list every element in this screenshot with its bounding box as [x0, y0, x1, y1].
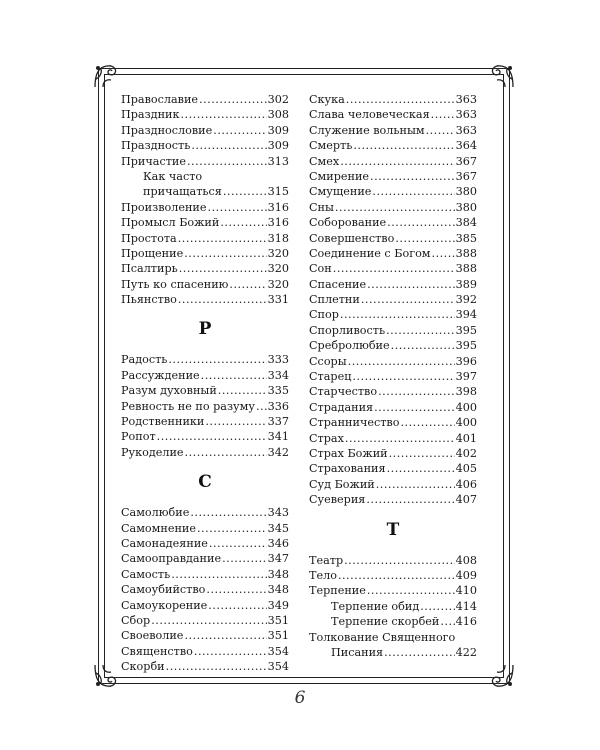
- toc-entry-title: Пьянство: [121, 293, 177, 307]
- toc-section-p: [121, 92, 289, 307]
- toc-entry-page: 367: [455, 154, 477, 168]
- section-letter-r: Р: [198, 319, 212, 340]
- toc-entry[interactable]: [121, 521, 289, 536]
- toc-entry-title: Соединение с Богом: [309, 246, 431, 260]
- toc-entry-title: Спор: [309, 308, 339, 322]
- toc-entry-title: Родственники: [121, 415, 205, 429]
- toc-entry[interactable]: [121, 292, 289, 307]
- toc-entry-title: Ревность не по разуму: [121, 399, 255, 413]
- toc-entry-page: 345: [267, 521, 289, 535]
- section-letter-s: С: [198, 472, 212, 493]
- section-letter-t: Т: [386, 519, 400, 540]
- toc-entry-page: 316: [267, 200, 289, 214]
- toc-entry[interactable]: [309, 169, 477, 184]
- toc-entry-title: Произволение: [121, 200, 207, 214]
- toc-entry-page: 363: [455, 108, 477, 122]
- toc-entry-title: Своеволие: [121, 629, 184, 643]
- toc-entry-title: Толкование Священного: [309, 630, 456, 644]
- toc-right-column: [309, 92, 477, 660]
- toc-entry[interactable]: [309, 123, 477, 138]
- toc-entry-title: Сны: [309, 200, 334, 214]
- toc-entry[interactable]: [309, 154, 477, 169]
- toc-subentry[interactable]: [309, 645, 477, 660]
- toc-entry-title: Самооправдание: [121, 552, 222, 566]
- toc-entry[interactable]: [121, 598, 289, 613]
- toc-entry-page: 407: [455, 493, 477, 507]
- toc-entry[interactable]: [121, 505, 289, 520]
- toc-entry-page: 416: [455, 615, 477, 629]
- toc-entry-title: Самоукорение: [121, 598, 208, 612]
- toc-entry[interactable]: [121, 277, 289, 292]
- toc-entry[interactable]: [121, 414, 289, 429]
- toc-entry-title: Старец: [309, 370, 352, 384]
- toc-entry-title: Праздник: [121, 108, 180, 122]
- toc-entry-title: Прощение: [121, 246, 184, 260]
- toc-entry-title: Смех: [309, 154, 340, 168]
- toc-entry-title: причащаться: [143, 185, 222, 199]
- corner-ornament-icon: [489, 663, 515, 689]
- toc-entry[interactable]: [309, 292, 477, 307]
- toc-entry-page: 315: [267, 185, 289, 199]
- toc-entry-title: Терпение скорбей: [331, 615, 440, 629]
- toc-entry-page: 334: [267, 368, 289, 382]
- toc-subentry[interactable]: [121, 169, 289, 184]
- toc-entry[interactable]: [121, 352, 289, 367]
- toc-subentry[interactable]: [121, 184, 289, 199]
- toc-entry[interactable]: [121, 107, 289, 122]
- toc-entry[interactable]: [121, 123, 289, 138]
- toc-entry-page: 336: [267, 399, 289, 413]
- toc-entry-page: 395: [455, 339, 477, 353]
- toc-entry-title: Тело: [309, 568, 337, 582]
- toc-entry[interactable]: [309, 307, 477, 322]
- toc-entry-page: 388: [455, 262, 477, 276]
- corner-ornament-icon: [489, 63, 515, 89]
- toc-entry-page: 400: [455, 416, 477, 430]
- toc-entry-page: 388: [455, 246, 477, 260]
- toc-entry-page: 397: [455, 370, 477, 384]
- toc-entry[interactable]: [121, 200, 289, 215]
- toc-entry-page: 316: [267, 216, 289, 230]
- toc-entry[interactable]: [121, 246, 289, 261]
- toc-entry-page: 320: [267, 277, 289, 291]
- toc-entry-page: 309: [267, 123, 289, 137]
- toc-entry-page: 363: [455, 93, 477, 106]
- toc-entry-title: Слава человеческая: [309, 108, 430, 122]
- toc-section-s-cont: [309, 92, 477, 508]
- toc-entry[interactable]: [309, 200, 477, 215]
- toc-entry[interactable]: [309, 323, 477, 338]
- toc-entry[interactable]: [309, 184, 477, 199]
- toc-entry-page: 337: [267, 415, 289, 429]
- toc-entry-title: Терпение обид: [331, 599, 420, 613]
- toc-entry-title: Писания: [331, 645, 384, 659]
- toc-entry-page: 351: [267, 629, 289, 643]
- toc-entry-page: 410: [455, 584, 477, 598]
- toc-entry-page: 406: [455, 477, 477, 491]
- toc-entry-page: 402: [455, 446, 477, 460]
- toc-entry-title: Путь ко спасению: [121, 277, 229, 291]
- toc-entry-page: 414: [455, 599, 477, 613]
- toc-entry[interactable]: [309, 277, 477, 292]
- toc-entry-title: Соборование: [309, 216, 387, 230]
- toc-entry[interactable]: [121, 138, 289, 153]
- toc-entry-title: Священство: [121, 644, 193, 658]
- toc-entry-page: 396: [455, 354, 477, 368]
- toc-entry[interactable]: [309, 215, 477, 230]
- toc-entry[interactable]: [309, 583, 477, 598]
- toc-entry-title: Театр: [309, 553, 344, 567]
- toc-entry[interactable]: [309, 107, 477, 122]
- toc-entry-page: 385: [455, 231, 477, 245]
- toc-entry[interactable]: [121, 628, 289, 643]
- toc-entry-title: Суеверия: [309, 493, 366, 507]
- toc-entry-page: 341: [267, 430, 289, 444]
- toc-entry-title: Совершенство: [309, 231, 395, 245]
- toc-entry-page: 389: [455, 277, 477, 291]
- toc-entry-page: 331: [267, 293, 289, 307]
- toc-entry-page: 313: [267, 154, 289, 168]
- toc-entry[interactable]: [309, 92, 477, 107]
- toc-entry[interactable]: [309, 354, 477, 369]
- toc-entry-page: 363: [455, 123, 477, 137]
- toc-entry[interactable]: [121, 215, 289, 230]
- toc-entry-title: Сбор: [121, 613, 151, 627]
- toc-entry-title: Страх Божий: [309, 446, 388, 460]
- toc-entry[interactable]: [309, 384, 477, 399]
- toc-entry-page: 354: [267, 660, 289, 674]
- toc-entry-title: Старчество: [309, 385, 378, 399]
- toc-entry-page: 318: [267, 231, 289, 245]
- toc-entry-title: Спорливость: [309, 323, 386, 337]
- toc-entry[interactable]: [309, 477, 477, 492]
- toc-entry[interactable]: [309, 400, 477, 415]
- toc-entry-title: Псалтирь: [121, 262, 178, 276]
- toc-section-s: [121, 505, 289, 674]
- toc-entry[interactable]: [121, 445, 289, 460]
- toc-entry-title: Страдания: [309, 400, 374, 414]
- toc-entry-page: 380: [455, 200, 477, 214]
- toc-entry-title: Ропот: [121, 430, 156, 444]
- toc-entry-title: Православие: [121, 93, 199, 106]
- toc-entry[interactable]: [121, 92, 289, 107]
- toc-entry[interactable]: [309, 630, 477, 645]
- toc-entry-title: Сон: [309, 262, 332, 276]
- toc-entry-page: 400: [455, 400, 477, 414]
- toc-entry[interactable]: [309, 415, 477, 430]
- toc-entry[interactable]: [309, 492, 477, 507]
- toc-entry-title: Самомнение: [121, 521, 196, 535]
- toc-left-column: [121, 92, 289, 675]
- toc-entry-title: Терпение: [309, 584, 366, 598]
- toc-entry-page: 392: [455, 293, 477, 307]
- toc-entry-page: 354: [267, 644, 289, 658]
- corner-ornament-icon: [93, 663, 119, 689]
- toc-entry[interactable]: [309, 461, 477, 476]
- toc-entry[interactable]: [121, 368, 289, 383]
- toc-entry-page: 405: [455, 462, 477, 476]
- toc-entry-page: 380: [455, 185, 477, 199]
- toc-entry-title: Простота: [121, 231, 177, 245]
- toc-entry-title: Смирение: [309, 169, 370, 183]
- toc-entry-page: 320: [267, 246, 289, 260]
- toc-entry-title: Причастие: [121, 154, 186, 168]
- toc-entry[interactable]: [309, 138, 477, 153]
- corner-ornament-icon: [93, 63, 119, 89]
- toc-entry-page: 364: [455, 139, 477, 153]
- toc-entry-title: Страхования: [309, 462, 386, 476]
- toc-entry-title: Смущение: [309, 185, 372, 199]
- toc-entry-page: 320: [267, 262, 289, 276]
- toc-entry[interactable]: [121, 659, 289, 674]
- toc-entry-title: Самоубийство: [121, 583, 206, 597]
- toc-entry-page: 408: [455, 553, 477, 567]
- page-number: 6: [294, 688, 306, 708]
- toc-entry-page: 346: [267, 536, 289, 550]
- toc-entry-title: Скорби: [121, 660, 165, 674]
- toc-entry-page: 351: [267, 613, 289, 627]
- toc-entry[interactable]: [309, 568, 477, 583]
- toc-entry-page: 349: [267, 598, 289, 612]
- toc-entry[interactable]: [309, 338, 477, 353]
- toc-entry-page: 343: [267, 506, 289, 520]
- toc-entry-page: 401: [455, 431, 477, 445]
- toc-entry-page: 409: [455, 568, 477, 582]
- toc-entry-page: 367: [455, 169, 477, 183]
- toc-entry[interactable]: [309, 246, 477, 261]
- toc-entry-page: 308: [267, 108, 289, 122]
- toc-entry-title: Радость: [121, 353, 168, 367]
- toc-entry-page: 302: [267, 93, 289, 106]
- toc-entry[interactable]: [121, 399, 289, 414]
- toc-entry-page: 394: [455, 308, 477, 322]
- toc-entry[interactable]: [121, 231, 289, 246]
- toc-entry-title: Страх: [309, 431, 344, 445]
- toc-entry-page: 395: [455, 323, 477, 337]
- toc-entry-page: 348: [267, 583, 289, 597]
- toc-section-r: [121, 352, 289, 460]
- toc-subentry[interactable]: [309, 614, 477, 629]
- toc-entry-title: Странничество: [309, 416, 400, 430]
- toc-entry-title: Спасение: [309, 277, 367, 291]
- toc-entry[interactable]: [121, 261, 289, 276]
- toc-entry[interactable]: [121, 429, 289, 444]
- toc-entry-page: 348: [267, 567, 289, 581]
- toc-entry[interactable]: [309, 446, 477, 461]
- toc-entry-title: Смерть: [309, 139, 353, 153]
- toc-entry-title: Разум духовный: [121, 384, 217, 398]
- toc-entry[interactable]: [309, 369, 477, 384]
- toc-entry[interactable]: [309, 431, 477, 446]
- toc-subentry[interactable]: [309, 599, 477, 614]
- toc-entry-page: 333: [267, 353, 289, 367]
- toc-entry-title: Сплетни: [309, 293, 360, 307]
- toc-entry-title: Промысл Божий: [121, 216, 220, 230]
- toc-entry-page: 398: [455, 385, 477, 399]
- toc-entry-page: 309: [267, 139, 289, 153]
- toc-entry[interactable]: [121, 551, 289, 566]
- toc-entry[interactable]: [121, 383, 289, 398]
- toc-entry-page: 342: [267, 445, 289, 459]
- toc-entry-title: Празднословие: [121, 123, 213, 137]
- toc-entry-title: Рукоделие: [121, 445, 184, 459]
- toc-entry[interactable]: [309, 231, 477, 246]
- toc-entry[interactable]: [121, 613, 289, 628]
- toc-entry[interactable]: [309, 553, 477, 568]
- toc-entry-title: Праздность: [121, 139, 191, 153]
- toc-entry-title: Как часто: [143, 169, 203, 183]
- toc-entry-page: 347: [267, 552, 289, 566]
- toc-entry-title: Суд Божий: [309, 477, 375, 491]
- toc-entry[interactable]: [121, 644, 289, 659]
- toc-entry-title: Сребролюбие: [309, 339, 390, 353]
- toc-section-t: [309, 553, 477, 661]
- toc-entry-title: Самость: [121, 567, 171, 581]
- toc-entry-title: Скука: [309, 93, 345, 106]
- toc-entry-page: 335: [267, 384, 289, 398]
- toc-entry-title: Рассуждение: [121, 368, 200, 382]
- toc-entry-title: Ссоры: [309, 354, 347, 368]
- toc-entry[interactable]: [121, 154, 289, 169]
- toc-entry-title: Самонадеяние: [121, 536, 208, 550]
- toc-entry[interactable]: [121, 582, 289, 597]
- toc-entry-title: Служение вольным: [309, 123, 425, 137]
- toc-entry-page: 384: [455, 216, 477, 230]
- toc-entry-title: Самолюбие: [121, 506, 190, 520]
- toc-entry[interactable]: [121, 567, 289, 582]
- toc-entry[interactable]: [121, 536, 289, 551]
- toc-entry-page: 422: [455, 645, 477, 659]
- toc-entry[interactable]: [309, 261, 477, 276]
